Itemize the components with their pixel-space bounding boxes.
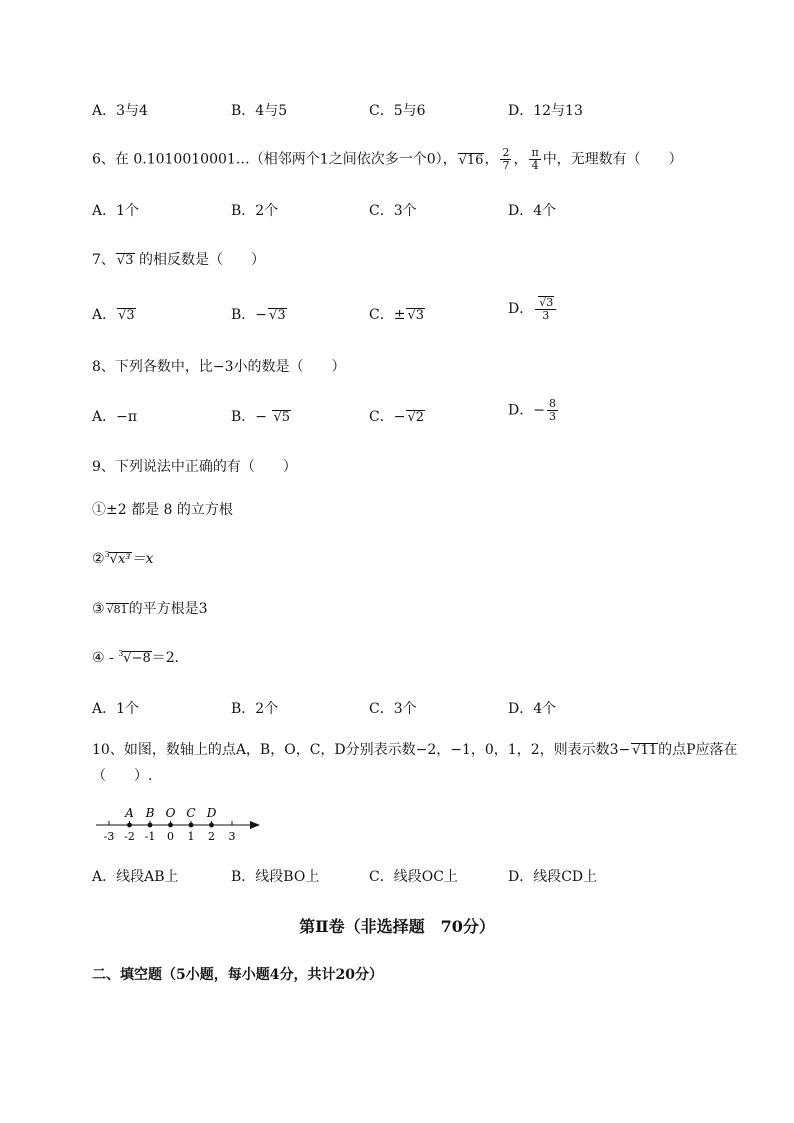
point-dot [148,823,153,828]
axis-tick-label: 0 [167,830,174,843]
q10-option-c: C．线段OC上 [369,869,458,885]
q9-statement-2: ②$^3$√x³＝x [92,550,154,567]
q9-option-d: D．4个 [508,701,557,717]
q9-statement-1: ①±2 都是 8 的立方根 [92,502,233,518]
axis-tick-label: 3 [228,830,236,843]
q6-text: 6、在 0.1010010001…（相邻两个1之间依次多一个0）， √16， $\frac{2}{7}$ ， $\frac{\pi}{4}$ 中，无理数有（ ） [92,146,683,173]
q7-text: 7、 √3 的相反数是（ ） [92,252,265,268]
q8-option-c: C．− √2 [369,409,425,425]
q5-option-a: A．3与4 [92,103,148,119]
q5-options [92,100,732,124]
q6-options [92,200,732,224]
axis-tick-label: -2 [124,830,135,843]
q9-statement-3: ③ √81的平方根是3 [92,601,208,617]
fill-blank-section-title: 二、填空题（5小题，每小题4分，共计20分） [92,967,383,983]
q9-option-c: C．3个 [369,701,417,717]
q8-option-a: A．−π [92,409,138,425]
q7-option-a: A． √3 [92,307,135,323]
axis-tick-label: -3 [103,830,115,843]
point-dot [189,823,194,828]
q8-option-b: B．− √5 [231,409,291,425]
q6-option-d: D．4个 [508,203,557,219]
q6-sqrt: √16 [458,152,484,168]
q10-option-d: D．线段CD上 [508,869,598,885]
q7-options [92,296,732,328]
q5-option-c: C．5与6 [369,103,426,119]
q6-fraction-1: $\frac{2}{7}$ [502,146,510,173]
point-label: O [165,806,176,820]
q9-options [92,698,732,722]
point-label: A [125,806,134,820]
q10-options [92,866,732,890]
q10-text: 10、如图，数轴上的点A，B，O，C，D分别表示数−2，−1，0，1，2，则表示数3− √11的点P应落在 [92,742,738,758]
q9-statement-4: ④ - $^3$√−8＝2. [92,649,180,666]
q10-text-cont: （ ）. [92,768,153,784]
q6-option-b: B．2个 [231,203,279,219]
q6-option-c: C．3个 [369,203,417,219]
q6-fraction-2: $\frac{\pi}{4}$ [531,146,539,173]
q10-option-b: B．线段BO上 [231,869,320,885]
point-label: C [186,806,196,820]
q10-option-a: A．线段AB上 [92,869,179,885]
axis-tick-label: 2 [208,830,215,843]
point-label: B [145,806,155,820]
q9-text: 9、下列说法中正确的有（ ） [92,459,297,475]
q8-options [92,397,732,430]
section-2-title: 第Ⅱ卷（非选择题 70分） [299,917,495,936]
q8-text: 8、下列各数中，比−3小的数是（ ） [92,359,346,375]
q7-option-c: C．± √3 [369,307,425,323]
point-dot [168,823,173,828]
q9-option-b: B．2个 [231,701,279,717]
point-dot [127,823,132,828]
q9-option-a: A．1个 [92,701,140,717]
axis-tick-label: -1 [144,830,156,843]
q8-option-d: D．− $\frac{8}{3}$ [508,397,556,424]
point-dot [209,823,214,828]
number-line [92,805,272,845]
q5-option-d: D．12与13 [508,103,583,119]
axis-tick-label: 1 [187,830,195,843]
q6-option-a: A．1个 [92,203,140,219]
q7-option-b: B．− √3 [231,307,286,323]
q5-option-b: B．4与5 [231,103,288,119]
point-label: D [206,806,217,820]
axis-arrow [250,821,260,829]
q7-option-d: D． $\frac{√3}{3}$ [508,296,558,322]
